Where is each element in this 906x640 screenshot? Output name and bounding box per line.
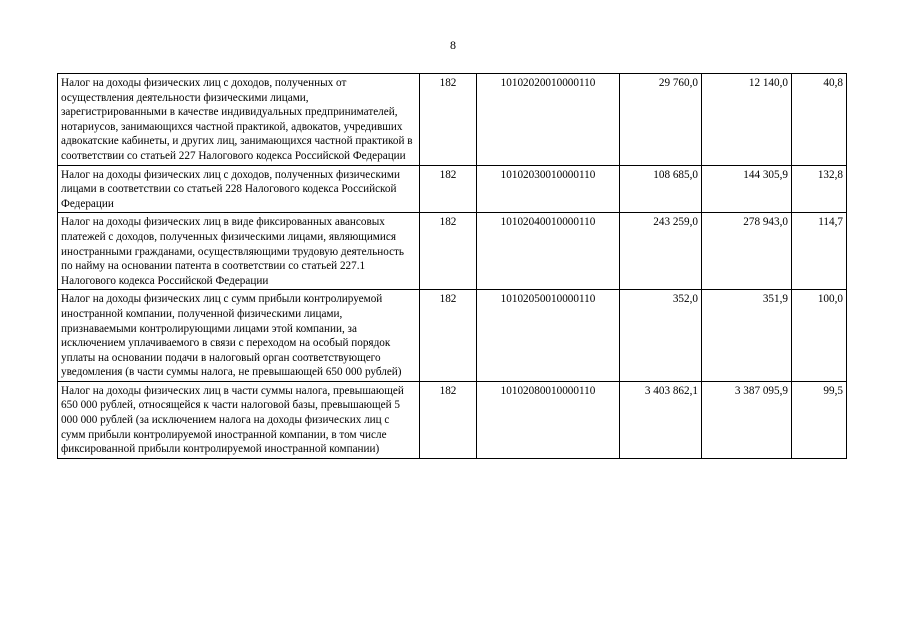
admin-code: 182 [420,381,477,458]
income-description: Налог на доходы физических лиц с доходов, полученных от осуществления деятельности физическими лицами, зарегистрированными в качестве индивидуальных предпринимателей, нотариусов, занимающихся частной практикой, адвокатов, учредивших адвокатские кабинеты, и других лиц, занимающихся частной практикой в соответствии со статьей 227 Налогового кодекса Российской Федерации [58,74,420,166]
execution-percent: 114,7 [792,213,847,290]
kbk-code: 10102040010000110 [477,213,620,290]
execution-percent: 99,5 [792,381,847,458]
plan-amount: 243 259,0 [620,213,702,290]
kbk-code: 10102030010000110 [477,165,620,213]
plan-amount: 29 760,0 [620,74,702,166]
table-row [58,165,847,213]
table-row [58,213,847,290]
page-number: 8 [450,38,456,52]
actual-amount: 351,9 [702,290,792,382]
actual-amount: 12 140,0 [702,74,792,166]
admin-code: 182 [420,290,477,382]
income-description: Налог на доходы физических лиц с доходов, полученных физическими лицами в соответствии со статьей 228 Налогового кодекса Российской Федерации [58,165,420,213]
income-description: Налог на доходы физических лиц с сумм прибыли контролируемой иностранной компании, полученной физическими лицами, признаваемыми контролирующими лицами этой компании, за исключением уплачиваемого в связи с переходом на особый порядок уплаты на основании подачи в налоговый орган соответствующего уведомления (в части суммы налога, не превышающей 650 000 рублей) [58,290,420,382]
plan-amount: 108 685,0 [620,165,702,213]
kbk-code: 10102050010000110 [477,290,620,382]
actual-amount: 278 943,0 [702,213,792,290]
plan-amount: 3 403 862,1 [620,381,702,458]
income-description: Налог на доходы физических лиц в виде фиксированных авансовых платежей с доходов, полученных физическими лицами, являющимися иностранными гражданами, осуществляющими трудовую деятельность по найму на основании патента в соответствии со статьей 227.1 Налогового кодекса Российской Федерации [58,213,420,290]
table-row [58,74,847,166]
budget-revenue-table [57,73,847,459]
admin-code: 182 [420,213,477,290]
actual-amount: 3 387 095,9 [702,381,792,458]
actual-amount: 144 305,9 [702,165,792,213]
admin-code: 182 [420,74,477,166]
plan-amount: 352,0 [620,290,702,382]
income-description: Налог на доходы физических лиц в части суммы налога, превышающей 650 000 рублей, относящейся к части налоговой базы, превышающей 5 000 000 рублей (за исключением налога на доходы физических лиц с сумм прибыли контролируемой иностранной компании, в том числе фиксированной прибыли контролируемой иностранной компании) [58,381,420,458]
execution-percent: 100,0 [792,290,847,382]
table-row [58,381,847,458]
kbk-code: 10102020010000110 [477,74,620,166]
kbk-code: 10102080010000110 [477,381,620,458]
execution-percent: 40,8 [792,74,847,166]
table-row [58,290,847,382]
execution-percent: 132,8 [792,165,847,213]
admin-code: 182 [420,165,477,213]
